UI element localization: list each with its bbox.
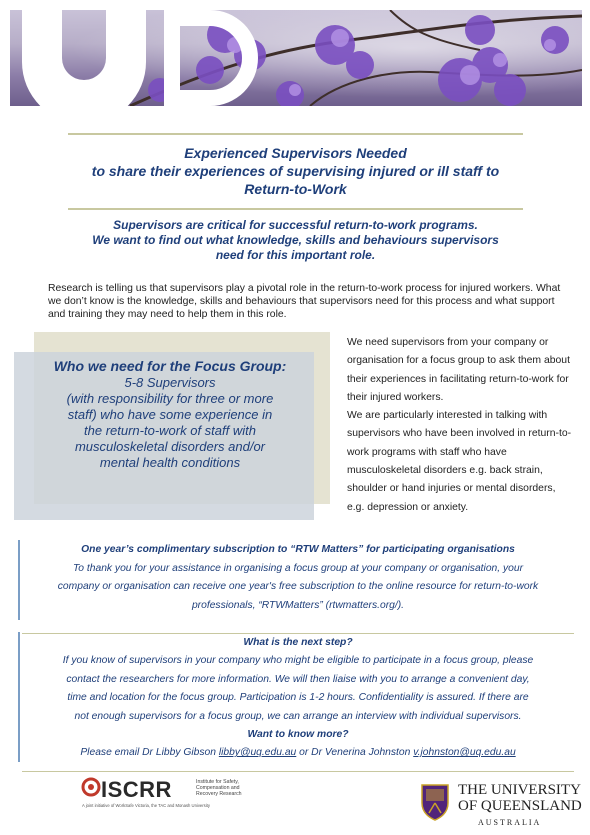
next-step-line: not enough supervisors for a focus group, we can arrange an interview with individual supervisors.: [74, 710, 522, 722]
subscription-accent-bar: [18, 540, 20, 620]
next-step-line: contact the researchers for more information. We will then liaise with you to arrange a convenient day,: [66, 673, 530, 685]
focus-group-text: [22, 358, 318, 471]
subscription-line: To thank you for your assistance in organising a focus group at your company or organisation, your: [72, 562, 524, 574]
focus-group-line: staff) who have some experience in: [67, 407, 273, 422]
header-banner-image: [10, 10, 582, 106]
title-line: Experienced Supervisors Needed: [184, 145, 407, 161]
focus-group-heading: Who we need for the Focus Group:: [53, 358, 287, 374]
need-paragraph: [347, 334, 572, 517]
uq-logo-country: AUSTRALIA: [478, 818, 542, 827]
next-step-heading: What is the next step?: [243, 637, 353, 648]
uq-crest-icon: [420, 783, 450, 821]
uq-logo-line: OF QUEENSLAND: [458, 798, 582, 814]
focus-group-line: musculoskeletal disorders and/or: [74, 439, 266, 454]
subscription-heading: One year’s complimentary subscription to “RTW Matters” for participating organisations: [81, 544, 515, 555]
focus-group-line: 5-8 Supervisors: [124, 375, 216, 390]
subscription-line: company or organisation can receive one year's free subscription to the online resource for return-to-work: [57, 581, 539, 592]
iscrr-logo-subtitle: A joint initiative of WorkSafe Victoria, the TAC and Monash University: [82, 803, 210, 808]
need-para-2: We are particularly interested in talking with supervisors who have been involved in return-to-work programs with staff who have musculoskeletal disorders e.g. back strain, shoulder or hand injuries or mental disorders, e.g. depression or anxiety.: [347, 410, 572, 513]
title-box: [68, 133, 523, 210]
subscription-line: professionals, “RTWMatters” (rtwmatters.org/).: [191, 599, 405, 611]
iscrr-logo-tagline: Institute for Safety, Compensation and Recovery Research: [196, 779, 242, 798]
subscription-section: [28, 541, 568, 615]
email-link-libby[interactable]: libby@uq.edu.au: [218, 747, 297, 759]
email-link-venerina[interactable]: v.johnston@uq.edu.au: [413, 747, 516, 759]
title-line: Return-to-Work: [244, 181, 347, 197]
next-step-line: If you know of supervisors in your company who might be eligible to participate in a focus group, please: [62, 655, 534, 667]
next-step-line: time and location for the focus group. Participation is 1-2 hours. Confidentiality is assured. If there are: [67, 692, 529, 704]
uq-logo-line: THE UNIVERSITY: [458, 782, 581, 798]
focus-group-line: the return-to-work of staff with: [84, 423, 256, 438]
next-step-accent-bar: [18, 632, 20, 762]
want-to-know-more: Want to know more?: [247, 729, 349, 741]
intro-statement: [68, 218, 523, 263]
need-para-1: We need supervisors from your company or organisation for a focus group to ask them about their experiences in facilitating return-to-work for their injured workers.: [347, 337, 570, 403]
title-line: to share their experiences of supervising injured or ill staff to: [91, 163, 500, 179]
next-step-section: [28, 634, 568, 763]
contact-mid: or Dr Venerina Johnston: [296, 747, 414, 759]
intro-line: We want to find out what knowledge, skills and behaviours supervisors: [92, 233, 499, 247]
jacaranda-flowers-image: [10, 10, 582, 106]
iscrr-logo-name: ISCRR: [101, 777, 172, 802]
focus-group-line: mental health conditions: [99, 455, 241, 470]
research-paragraph: Research is telling us that supervisors play a pivotal role in the return-to-work process for injured workers. What we don’t know is the knowledge, skills and behaviours that supervisors need for this process and what support and training they may need to help them in this role.: [48, 283, 561, 320]
footer-rule: [22, 771, 574, 772]
focus-group-line: (with responsibility for three or more: [66, 391, 274, 406]
intro-line: Supervisors are critical for successful return-to-work programs.: [113, 218, 478, 232]
intro-line: need for this important role.: [215, 248, 376, 262]
uq-logo-name: [458, 782, 582, 814]
contact-line: [28, 744, 568, 762]
contact-prefix: Please email Dr Libby Gibson: [80, 747, 219, 759]
